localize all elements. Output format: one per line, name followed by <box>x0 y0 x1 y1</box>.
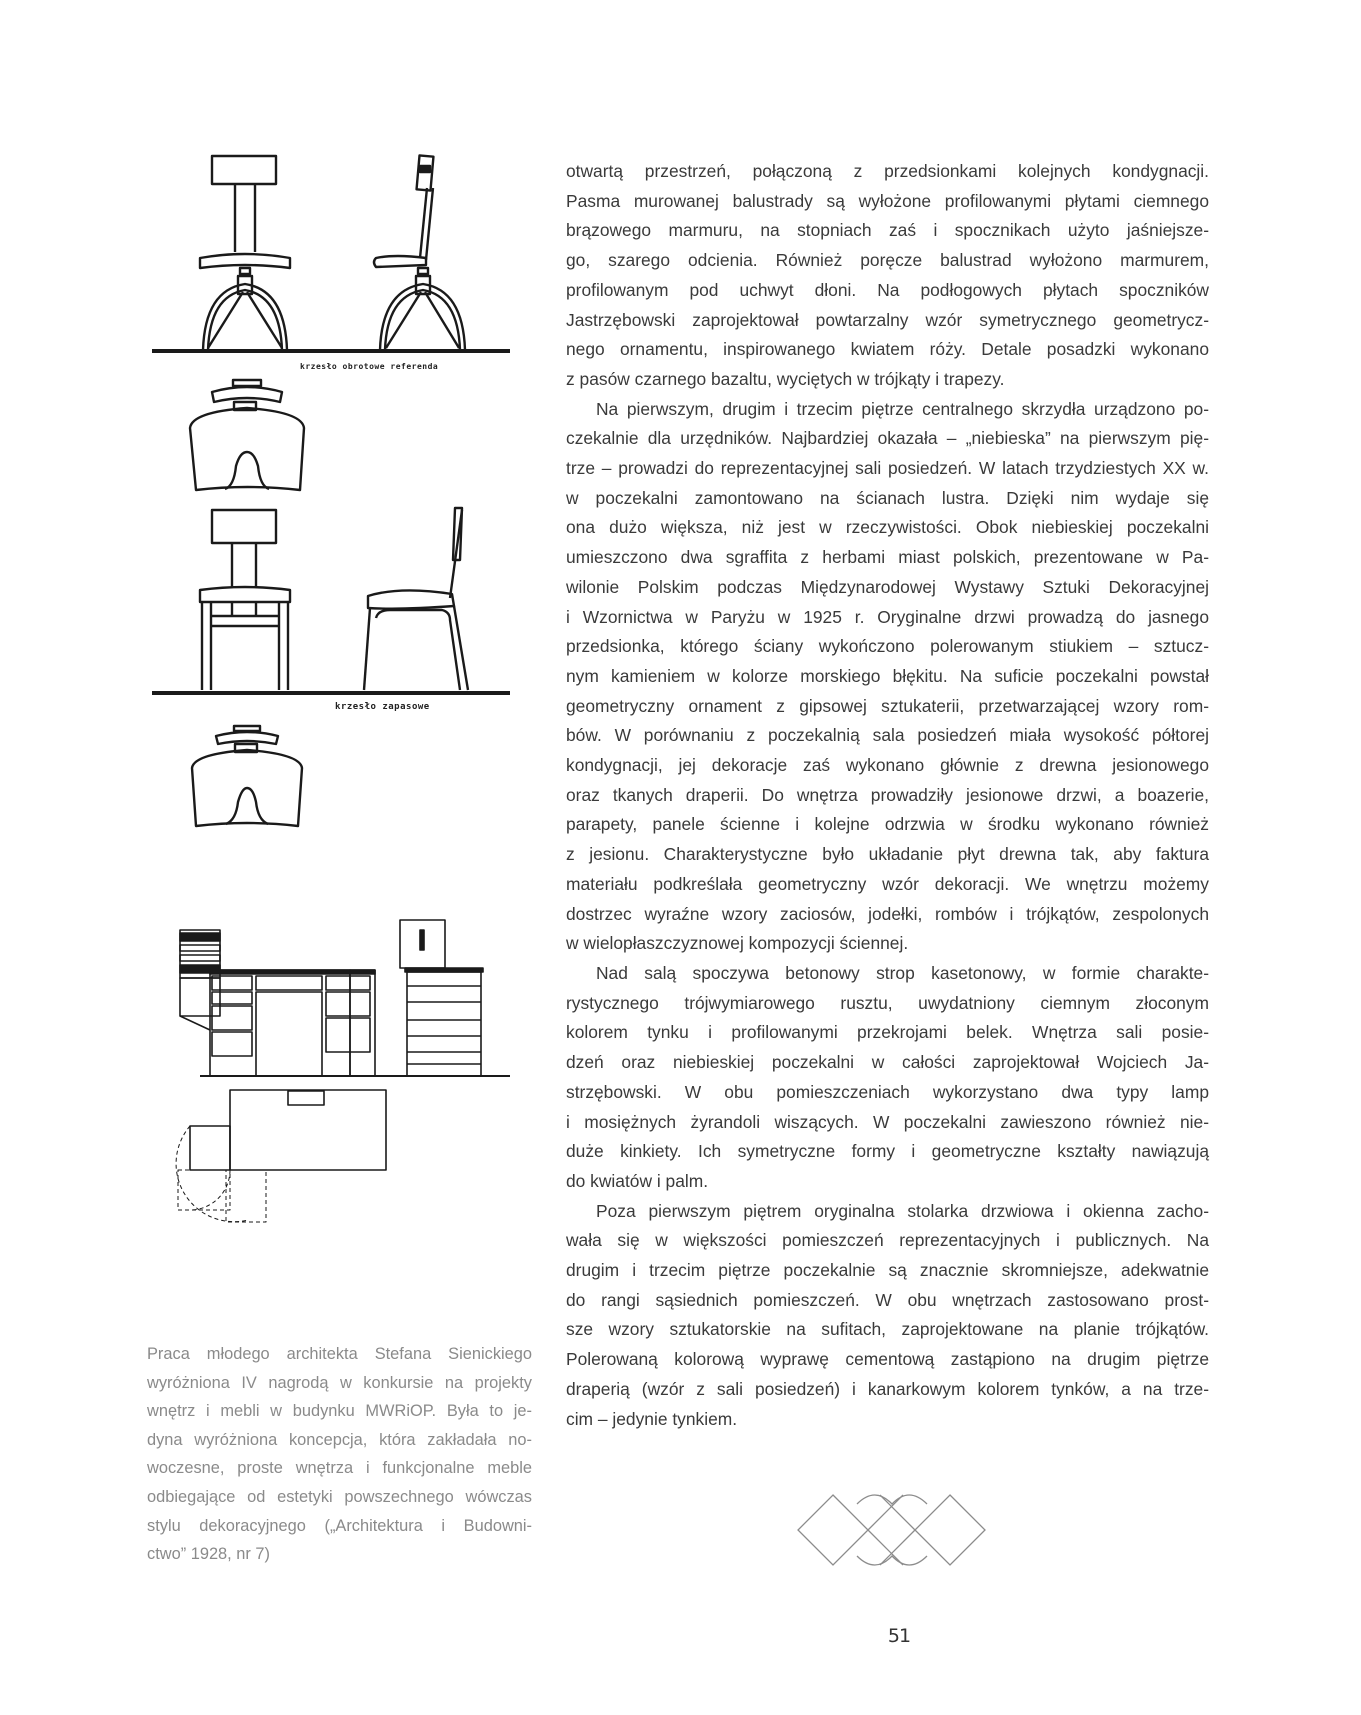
text-line: do rangi sąsiednich pomieszczeń. W obu wnętrzach zastosowano prost- <box>566 1289 1209 1310</box>
text-line: draperią (wzór z sali posiedzeń) i kanarkowym kolorem tynków, a na trze- <box>566 1378 1209 1399</box>
text-line: sze wzory sztukatorskie na sufitach, zaprojektowane na planie trójkątów. <box>566 1319 1209 1340</box>
text-line: w wielopłaszczyznowej kompozycji ściennej. <box>566 933 909 954</box>
figure-caption <box>147 1340 532 1569</box>
text-line: wilonie Polskim podczas Międzynarodowej Wystawy Sztuki Dekoracyjnej <box>566 576 1209 597</box>
desk-plan-icon <box>176 1090 386 1222</box>
text-line: materiału podkreślała geometryczny wzór dekoracji. We wnętrzu możemy <box>566 873 1209 894</box>
text-line: wała się w większości pomieszczeń reprezentacyjnych i publicznych. Na <box>566 1230 1209 1251</box>
drawing-label-swivel-chair: krzesło obrotowe referenda <box>300 362 439 371</box>
caption-line: Praca młodego architekta Stefana Sienickiego <box>147 1345 532 1363</box>
caption-line: wnętrz i mebli w budynku MWRiOP. Była to je- <box>147 1402 532 1421</box>
furniture-drawing-illustration <box>150 150 530 1280</box>
chair-top-view-icon <box>192 726 302 826</box>
text-line: Poza pierwszym piętrem oryginalna stolarka drzwiowa i okienna zacho- <box>596 1200 1209 1221</box>
text-line: trze – prowadzi do reprezentacyjnej sali posiedzeń. W latach trzydziestych XX w. <box>566 458 1209 479</box>
text-line: drugim i trzecim piętrze poczekalnie są znacznie skromniejsze, adekwatnie <box>566 1260 1209 1281</box>
furniture-drawings-figure <box>150 150 530 1280</box>
paragraph-4 <box>566 1197 1209 1435</box>
text-line: brązowego marmuru, na stopniach zaś i spocznikach użyto jaśniejsze- <box>566 220 1209 241</box>
text-line: duże kinkiety. Ich symetryczne formy i geometryczne kształty nawiązują <box>566 1141 1209 1162</box>
text-line: oraz tkanych draperii. Do wnętrza prowadziły jesionowe drzwi, a boazerie, <box>566 784 1209 805</box>
text-line: Polerowaną kolorową wyprawę cementową zastąpiono na drugim piętrze <box>566 1349 1209 1370</box>
paragraph-2 <box>566 395 1209 959</box>
spare-chair-side-icon <box>364 508 468 690</box>
text-line: geometryczny ornament z gipsowej sztukaterii, przetwarzającej wzory rom- <box>566 695 1209 716</box>
caption-line: woczesne, proste wnętrza i funkcjonalne meble <box>147 1459 532 1478</box>
caption-line: dyna wyróżniona koncepcja, która zakładała no- <box>147 1430 532 1449</box>
text-line: dzeń oraz niebieskiej poczekalni w całości zaprojektował Wojciech Ja- <box>566 1052 1209 1073</box>
caption-line: odbiegające od estetyki powszechnego wówczas <box>147 1487 532 1506</box>
text-line: przedsionka, którego ściany wykończono polerowanym stiukiem – sztucz- <box>566 636 1209 657</box>
caption-line: ctwo” 1928, nr 7) <box>147 1545 270 1564</box>
text-line: do kwiatów i palm. <box>566 1170 709 1191</box>
text-line: czekalnie dla urzędników. Najbardziej okazała – „niebieska” na pierwszym pię- <box>566 428 1209 449</box>
text-line: i mosiężnych żyrandoli wiszących. W poczekalni zawieszono również nie- <box>566 1111 1209 1132</box>
text-line: nym kamieniem w kolorze morskiego błękitu. Na suficie poczekalni powstał <box>566 665 1209 686</box>
chair-top-view-icon <box>190 380 304 490</box>
text-line: parapety, panele ścienne i kolejne odrzwia w środku wykonano również <box>566 814 1209 835</box>
text-line: umieszczono dwa sgraffita z herbami miast polskich, prezentowane w Pa- <box>566 547 1209 568</box>
desk-elevation-icon <box>180 920 483 1076</box>
article-body <box>566 157 1209 1434</box>
text-line: cim – jedynie tynkiem. <box>566 1408 738 1429</box>
text-line: Na pierwszym, drugim i trzecim piętrze centralnego skrzydła urządzono po- <box>596 398 1209 419</box>
text-line: strzębowski. W obu pomieszczeniach wykorzystano dwa typy lamp <box>566 1081 1209 1102</box>
text-line: profilowanym pod uchwyt dłoni. Na podłogowych płytach spoczników <box>566 279 1209 300</box>
spare-chair-front-icon <box>200 510 290 690</box>
paragraph-3 <box>566 959 1209 1197</box>
text-line: Jastrzębowski zaprojektował powtarzalny wzór symetrycznego geometrycz- <box>566 309 1209 330</box>
text-line: kolorem tynku i profilowanymi przekrojami belek. Wnętrza sali posie- <box>566 1022 1209 1043</box>
text-line: bów. W porównaniu z poczekalnią sala posiedzeń miała wysokość półtorej <box>566 725 1209 746</box>
caption-line: stylu dekoracyjnego („Architektura i Budowni- <box>147 1516 532 1535</box>
paragraph-1 <box>566 157 1209 395</box>
text-line: go, szarego odcienia. Również poręcze balustrad wyłożono marmurem, <box>566 250 1209 271</box>
swivel-chair-side-icon <box>374 155 465 350</box>
drawing-label-spare-chair: krzesło zapasowe <box>335 702 430 712</box>
text-line: z pasów czarnego bazaltu, wyciętych w trójkąty i trapezy. <box>566 368 1005 389</box>
text-line: Pasma murowanej balustrady są wyłożone profilowanymi płytami ciemnego <box>566 190 1209 211</box>
caption-line: wyróżniona IV nagrodą w konkursie na projekty <box>147 1373 532 1392</box>
interlaced-diamonds-ornament-icon <box>795 1490 990 1570</box>
text-line: i Wzornictwa w Paryżu w 1925 r. Oryginalne drzwi prowadzą do jasnego <box>566 606 1209 627</box>
text-line: kondygnacji, jej dekoracje zaś wykonano głównie z drewna jesionowego <box>566 755 1209 776</box>
text-line: z jesionu. Charakterystyczne było układanie płyt drewna tak, aby faktura <box>566 844 1209 865</box>
text-line: dostrzec wyraźne wzory zaciosów, jodełki, rombów i trójkątów, zespolonych <box>566 903 1209 924</box>
text-line: w poczekalni zamontowano na ścianach lustra. Dzięki nim wydaje się <box>566 487 1209 508</box>
text-line: rystycznego trójwymiarowego rusztu, uwydatniony ciemnym złoconym <box>566 992 1209 1013</box>
text-line: ona dużo większa, niż jest w rzeczywistości. Obok niebieskiej poczekalni <box>566 517 1209 538</box>
text-line: Nad salą spoczywa betonowy strop kasetonowy, w formie charakte- <box>596 962 1209 983</box>
text-line: nego ornamentu, inspirowanego kwiatem róży. Detale posadzki wykonano <box>566 339 1209 360</box>
text-line: otwartą przestrzeń, połączoną z przedsionkami kolejnych kondygnacji. <box>566 161 1209 181</box>
swivel-chair-front-icon <box>200 156 290 350</box>
page-number: 51 <box>887 1625 911 1647</box>
